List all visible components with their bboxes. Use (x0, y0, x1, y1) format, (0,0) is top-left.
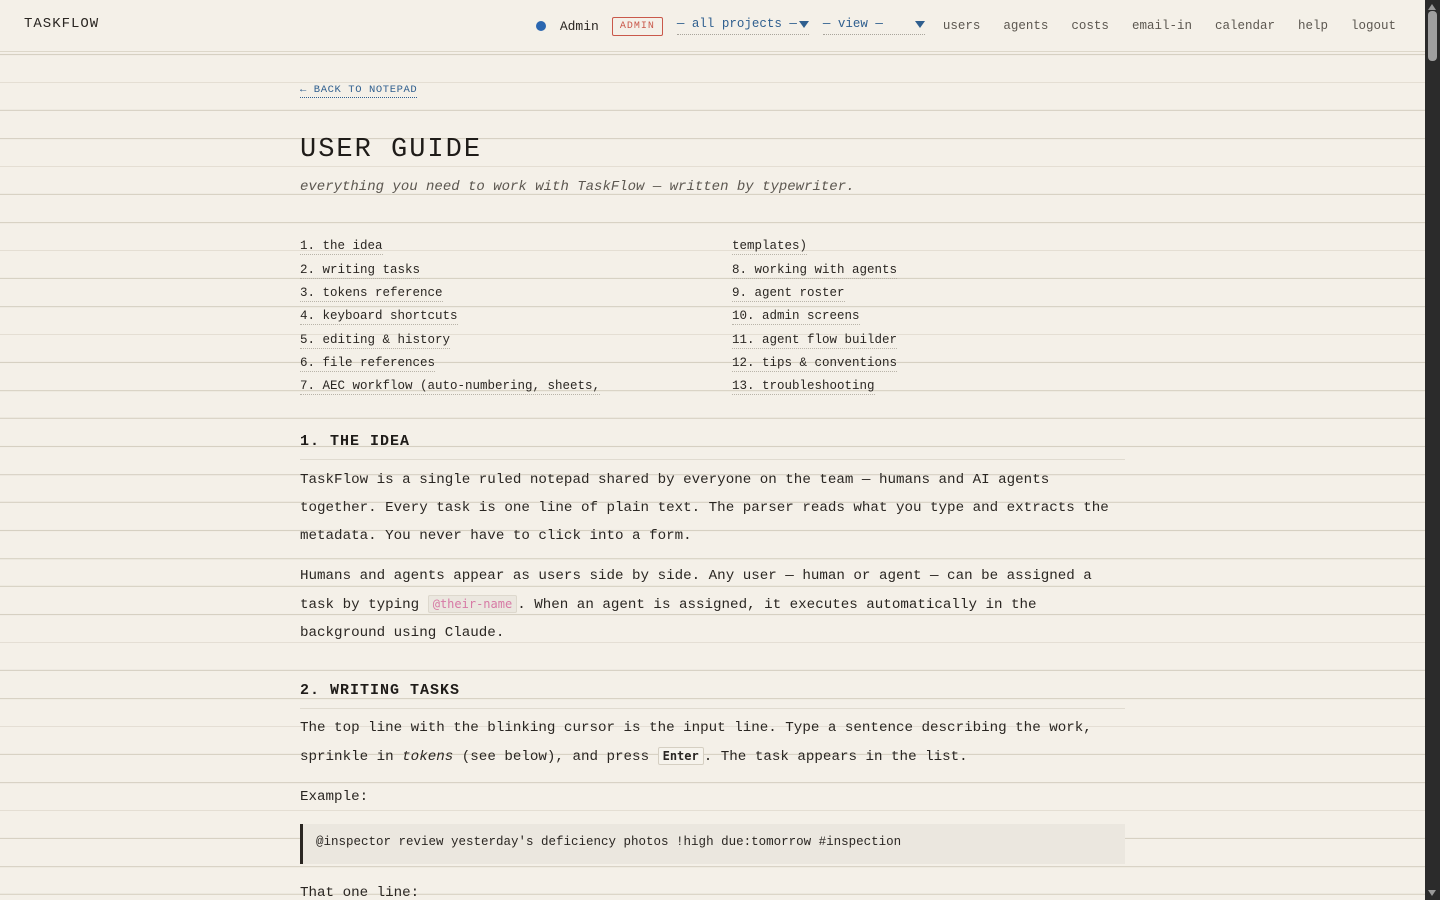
vertical-scrollbar[interactable] (1425, 0, 1440, 900)
chevron-down-icon (915, 21, 925, 28)
nav-link-email-in[interactable]: email-in (1131, 19, 1192, 33)
nav-link-logout[interactable]: logout (1350, 19, 1396, 33)
example-code-block: @inspector review yesterday's deficiency photos !high due:tomorrow #inspection (300, 824, 1125, 864)
user-status-dot-icon (536, 21, 546, 31)
scroll-up-arrow-icon[interactable] (1428, 4, 1436, 10)
section-idea-paragraph-2 (300, 562, 1125, 647)
role-badge: ADMIN (612, 17, 663, 36)
page-title: USER GUIDE (300, 135, 483, 165)
mention-token-code: @their-name (428, 595, 517, 613)
nav-link-costs[interactable]: costs (1071, 19, 1109, 33)
back-to-notepad-link[interactable]: ← BACK TO NOTEPAD (300, 84, 418, 96)
enter-key: Enter (658, 747, 704, 765)
brand-logo[interactable]: TASKFLOW (24, 16, 100, 32)
toc-link-file-references[interactable]: 6. file references (300, 356, 436, 370)
project-select-value: — all projects — (676, 17, 797, 31)
toc-link-working-with-agents[interactable]: 8. working with agents (732, 263, 898, 277)
section-heading-writing-tasks: 2. WRITING TASKS (300, 682, 1125, 709)
view-select[interactable] (823, 17, 925, 35)
toc-link-the-idea[interactable]: 1. the idea (300, 239, 383, 253)
toc-link-keyboard-shortcuts[interactable]: 4. keyboard shortcuts (300, 309, 458, 323)
toc-link-agent-flow-builder[interactable]: 11. agent flow builder (732, 333, 898, 347)
top-nav-bar (0, 0, 1425, 52)
text-span: The top line with the blinking cursor is the input line. Type a sentence describing the work, sprinkle in (300, 720, 1092, 765)
page-subtitle: everything you need to work with TaskFlow — written by typewriter. (300, 179, 855, 195)
toc-link-writing-tasks[interactable]: 2. writing tasks (300, 263, 421, 277)
project-select[interactable] (677, 17, 809, 35)
toc-link-tips-conventions[interactable]: 12. tips & conventions (732, 356, 898, 370)
toc-link-agent-roster[interactable]: 9. agent roster (732, 286, 845, 300)
view-select-value: — view — (822, 17, 883, 31)
toc-link-aec-workflow[interactable]: 7. AEC workflow (auto-numbering, sheets, (300, 379, 601, 393)
nav-link-calendar[interactable]: calendar (1214, 19, 1275, 33)
example-label: Example: (300, 789, 369, 805)
section-heading-the-idea: 1. THE IDEA (300, 433, 1125, 460)
section-idea-paragraph-1: TaskFlow is a single ruled notepad shared by everyone on the team — humans and AI agents together. Every task is one line of plain text. The parser reads what you type and extracts the metadata. You never have to click into a form. (300, 472, 1109, 544)
section-writing-paragraph-1 (300, 714, 1125, 771)
scroll-down-arrow-icon[interactable] (1428, 890, 1436, 896)
scrollbar-thumb[interactable] (1428, 11, 1437, 61)
text-span: . When an agent is assigned, it executes automatically in the background using Claude. (300, 597, 1037, 641)
nav-link-help[interactable]: help (1297, 19, 1328, 33)
main-nav (536, 15, 1396, 37)
text-span: (see below), and press (453, 749, 658, 765)
toc-link-editing-history[interactable]: 5. editing & history (300, 333, 451, 347)
current-user-name: Admin (559, 18, 599, 34)
emphasis-text: tokens (402, 749, 454, 765)
toc-link-tokens-reference[interactable]: 3. tokens reference (300, 286, 443, 300)
text-span: Humans and agents appear as users side by side. Any user — human or agent — can be assigned a task by typing (300, 568, 1092, 613)
text-span: . The task appears in the list. (703, 749, 968, 765)
example-followup-text: That one line: (300, 885, 420, 900)
nav-link-agents[interactable]: agents (1003, 19, 1049, 33)
chevron-down-icon (799, 21, 809, 28)
toc-link-troubleshooting[interactable]: 13. troubleshooting (732, 379, 875, 393)
toc-link-admin-screens[interactable]: 10. admin screens (732, 309, 860, 323)
nav-link-users[interactable]: users (942, 19, 981, 33)
toc-link-aec-workflow-continued[interactable]: templates) (732, 239, 808, 253)
